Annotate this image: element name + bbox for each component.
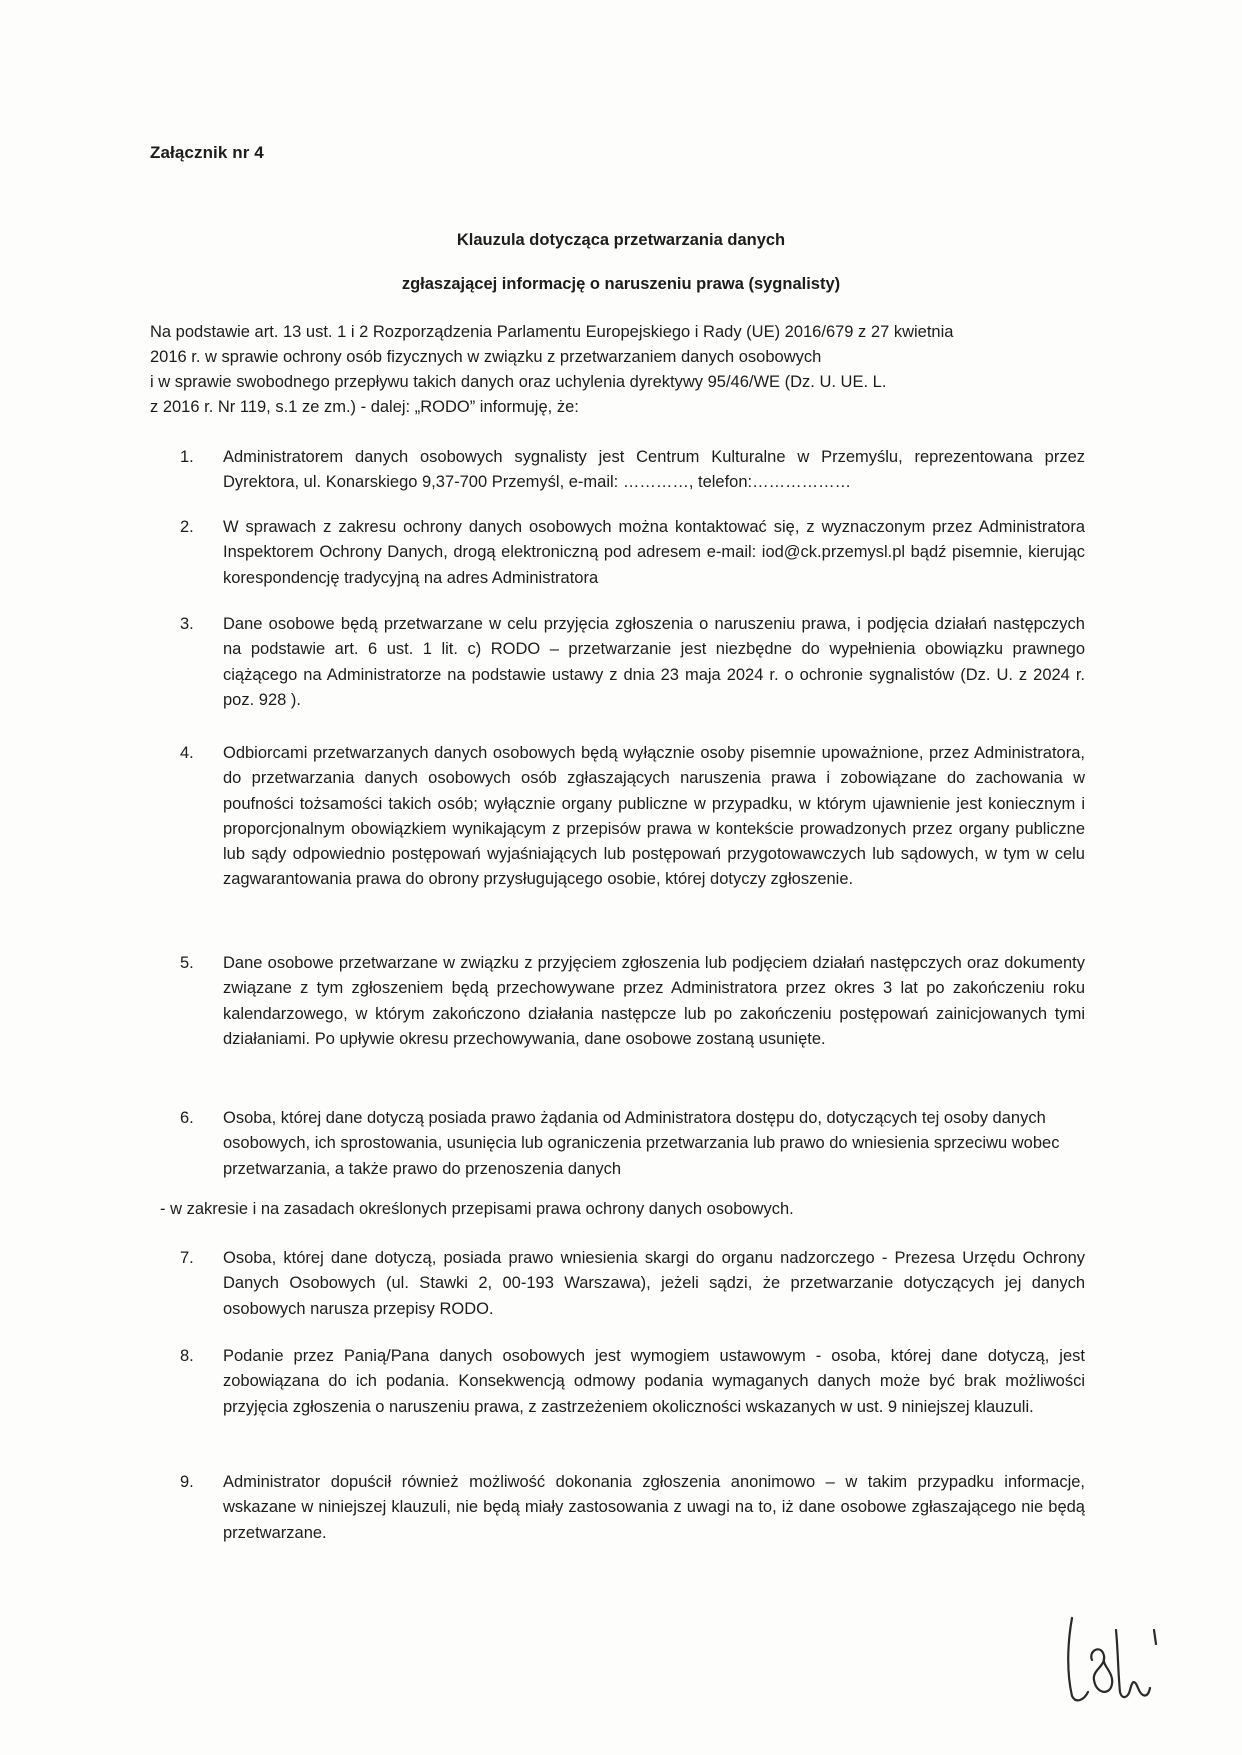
list-item-text: W sprawach z zakresu ochrony danych osobowych można kontaktować się, z wyznaczonym przez Administratora Inspektorem Ochrony Danych, drogą elektroniczną pod adresem e-mail: iod@ck.przemysl.pl bądź pisemnie, kierując korespondencję tradycyjną na adres Administratora	[223, 518, 1085, 587]
list-item-number: 8.	[180, 1347, 194, 1365]
intro-line: z 2016 r. Nr 119, s.1 ze zm.) - dalej: „RODO” informuję, że:	[150, 398, 579, 416]
list-item	[180, 1246, 1085, 1322]
list-item-number: 7.	[180, 1249, 194, 1267]
intro-paragraph	[150, 320, 1070, 420]
list-item-number: 5.	[180, 954, 194, 972]
list-item-text: Osoba, której dane dotyczą, posiada prawo wniesienia skargi do organu nadzorczego - Prezesa Urzędu Ochrony Danych Osobowych (ul. Stawki 2, 00-193 Warszawa), jeżeli sądzi, że przetwarzanie dotyczących jej danych osobowych narusza przepisy RODO.	[223, 1249, 1085, 1318]
list-item	[180, 741, 1085, 893]
list-item	[180, 1470, 1085, 1546]
list-item-number: 4.	[180, 744, 194, 762]
list-item-number: 9.	[180, 1473, 194, 1491]
list-item	[180, 1344, 1085, 1420]
intro-line: 2016 r. w sprawie ochrony osób fizycznych w związku z przetwarzaniem danych osobowych	[150, 348, 822, 366]
intro-line: i w sprawie swobodnego przepływu takich danych oraz uchylenia dyrektywy 95/46/WE (Dz. U. UE. L.	[150, 373, 887, 391]
list-item-number: 1.	[180, 448, 194, 466]
list-item-text: Dane osobowe będą przetwarzane w celu przyjęcia zgłoszenia o naruszeniu prawa, i podjęcia działań następczych na podstawie art. 6 ust. 1 lit. c) RODO – przetwarzanie jest niezbędne do wypełnienia obowiązku prawnego ciążącego na Administratorze na podstawie ustawy z dnia 23 maja 2024 r. o ochronie sygnalistów (Dz. U. z 2024 r. poz. 928 ).	[223, 615, 1085, 709]
list-item-number: 3.	[180, 615, 194, 633]
list-item-text: Administrator dopuścił również możliwość dokonania zgłoszenia anonimowo – w takim przypadku informacje, wskazane w niniejszej klauzuli, nie będą miały zastosowania z uwagi na to, iż dane osobowe zgłaszającego nie będą przetwarzane.	[223, 1473, 1085, 1542]
list-item-number: 2.	[180, 518, 194, 536]
document-title: Klauzula dotycząca przetwarzania danych	[456, 231, 786, 249]
list-item-text: Odbiorcami przetwarzanych danych osobowych będą wyłącznie osoby pisemnie upoważnione, przez Administratora, do przetwarzania danych osobowych osób zgłaszających naruszenia prawa i zobowiązane do zachowania w poufności tożsamości takich osób; wyłącznie organy publiczne w przypadku, w którym ujawnienie jest koniecznym i proporcjonalnym obowiązkiem wynikającym z przepisów prawa w kontekście prowadzonych przez organy publiczne lub sądy odpowiednio postępowań wyjaśniających lub postępowań przygotowawczych lub sądowych, w tym w celu zagwarantowania prawa do obrony przysługującego osobie, której dotyczy zgłoszenie.	[223, 744, 1085, 889]
list-item-text: Osoba, której dane dotyczą posiada prawo żądania od Administratora dostępu do, dotyczących tej osoby danych osobowych, ich sprostowania, usunięcia lub ograniczenia przetwarzania lub prawo do wniesienia sprzeciwu wobec przetwarzania, a także prawo do przenoszenia danych	[223, 1109, 1060, 1178]
list-item	[180, 951, 1085, 1052]
list-item-number: 6.	[180, 1109, 194, 1127]
document-subtitle: zgłaszającej informację o naruszeniu prawa (sygnalisty)	[401, 275, 841, 293]
intro-line: Na podstawie art. 13 ust. 1 i 2 Rozporządzenia Parlamentu Europejskiego i Rady (UE) 2016/679 z 27 kwietnia	[150, 323, 954, 341]
list-item	[180, 445, 1085, 496]
list-item-text: Podanie przez Panią/Pana danych osobowych jest wymogiem ustawowym - osoba, której dane dotyczą, jest zobowiązana do ich podania. Konsekwencją odmowy podania wymaganych danych może być brak możliwości przyjęcia zgłoszenia o naruszeniu prawa, z zastrzeżeniem okoliczności wskazanych w ust. 9 niniejszej klauzuli.	[223, 1347, 1085, 1416]
annex-label: Załącznik nr 4	[150, 143, 264, 162]
handwritten-signature	[1058, 1600, 1168, 1710]
list-item-text: Dane osobowe przetwarzane w związku z przyjęciem zgłoszenia lub podjęciem działań następczych oraz dokumenty związane z tym zgłoszeniem będą przechowywane przez Administratora przez okres 3 lat po zakończeniu roku kalendarzowego, w którym zakończono działania następcze lub po zakończeniu postępowań zainicjowanych tymi działaniami. Po upływie okresu przechowywania, dane osobowe zostaną usunięte.	[223, 954, 1085, 1048]
item-6-continuation: - w zakresie i na zasadach określonych przepisami prawa ochrony danych osobowych.	[160, 1200, 794, 1218]
list-item	[180, 515, 1085, 591]
list-item-text: Administratorem danych osobowych sygnalisty jest Centrum Kulturalne w Przemyślu, reprezentowana przez Dyrektora, ul. Konarskiego 9,37-700 Przemyśl, e-mail: …………, telefon:………………	[223, 448, 1085, 492]
list-item	[180, 612, 1085, 713]
list-item	[180, 1106, 1085, 1182]
